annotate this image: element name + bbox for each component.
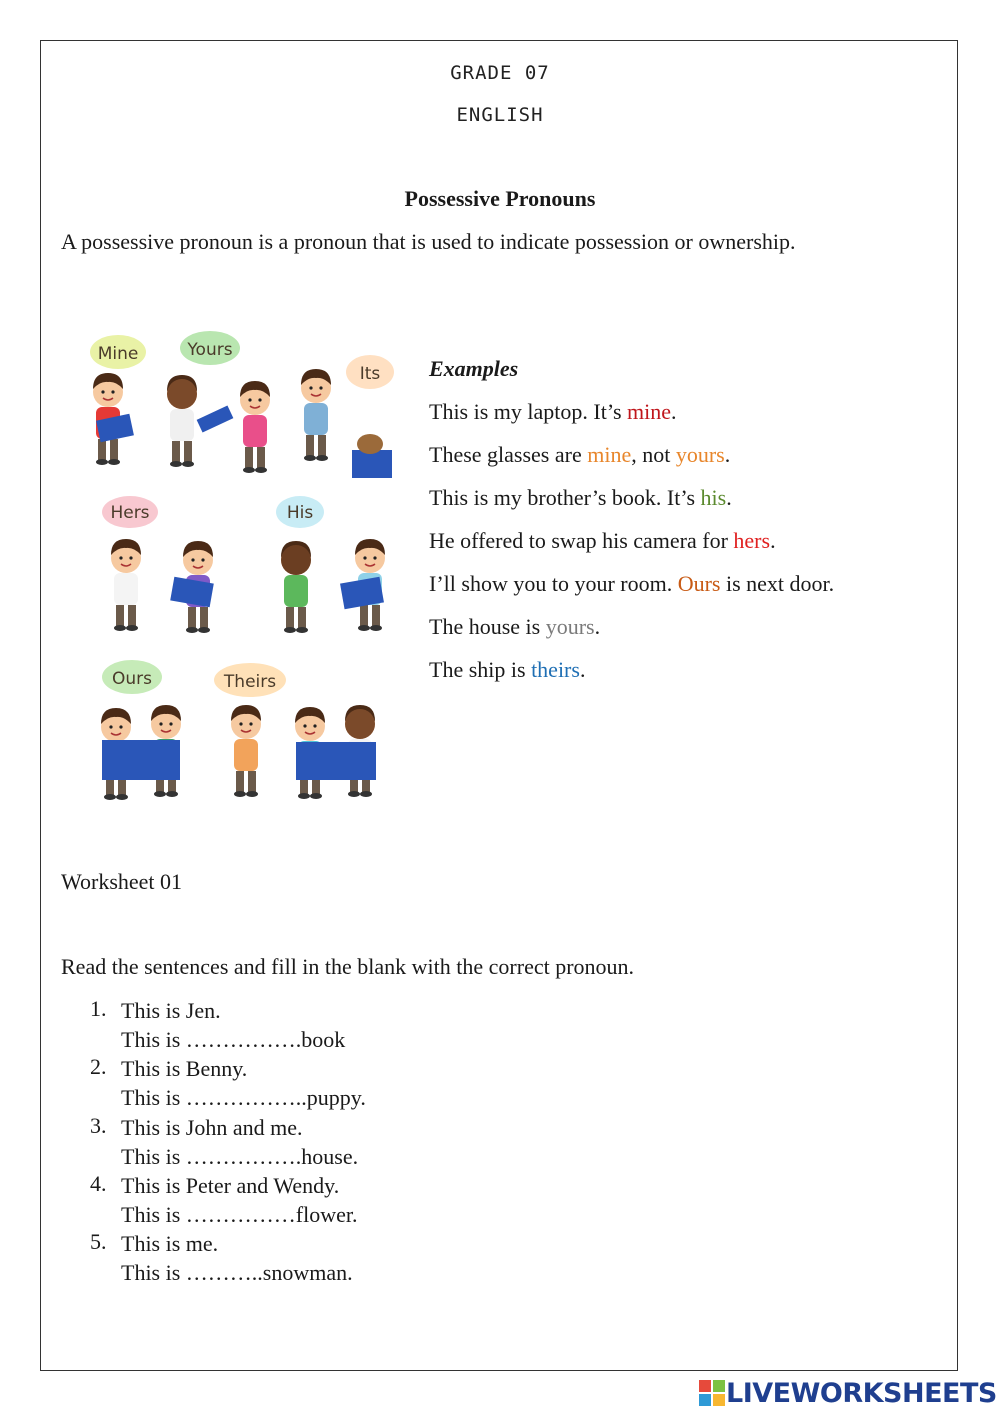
example-text: , not	[631, 442, 676, 467]
question-item	[90, 1113, 366, 1171]
example-text: The ship is	[429, 657, 532, 682]
possessive-pronoun: Ours	[677, 571, 721, 596]
example-line	[429, 528, 834, 571]
example-text: I’ll show you to your room.	[429, 571, 678, 596]
bubble-theirs	[214, 663, 286, 697]
bubble-ours	[102, 660, 162, 694]
example-text: .	[594, 614, 601, 639]
example-text: .	[724, 442, 731, 467]
fill-in-blank-sentence[interactable]: This is …………….book	[121, 1027, 346, 1052]
question-sentence: This is John and me.	[121, 1114, 303, 1140]
label-hers: Hers	[110, 503, 150, 523]
logo-text: LIVEWORKSHEETS	[726, 1377, 997, 1409]
question-sentence: This is Benny.	[121, 1056, 248, 1082]
worksheet-instruction: Read the sentences and fill in the blank with the correct pronoun.	[61, 954, 635, 979]
question-item	[90, 1054, 366, 1112]
pronoun-illustration	[70, 322, 415, 827]
possessive-pronoun: theirs	[531, 657, 580, 682]
example-line	[429, 485, 834, 528]
bubble-hers	[102, 496, 158, 528]
grade-heading: GRADE 07	[450, 62, 550, 84]
liveworksheets-logo-icon	[698, 1379, 726, 1407]
example-line	[429, 657, 834, 700]
example-text: This is my brother’s book. It’s	[429, 485, 701, 510]
fill-in-blank-sentence[interactable]: This is ……………flower.	[121, 1201, 358, 1227]
page-title: Possessive Pronouns	[404, 186, 596, 211]
example-text: This is my laptop. It’s	[429, 399, 627, 424]
example-text: .	[579, 657, 586, 682]
possessive-pronoun: yours	[545, 614, 595, 639]
example-text: The house is	[429, 614, 546, 639]
question-number: 3.	[90, 1112, 107, 1138]
example-line	[429, 399, 834, 442]
label-his: His	[286, 503, 314, 523]
label-its: Its	[359, 364, 381, 384]
example-text: .	[770, 528, 776, 553]
examples-section	[429, 356, 834, 700]
possessive-pronoun: mine	[587, 442, 632, 467]
example-text: .	[671, 399, 677, 424]
question-number: 2.	[90, 1054, 107, 1080]
possessive-pronoun: mine	[627, 399, 671, 424]
possessive-pronoun: yours	[675, 442, 725, 467]
label-mine: Mine	[97, 344, 139, 364]
example-text: These glasses are	[429, 442, 588, 467]
examples-title: Examples	[429, 356, 519, 381]
question-sentence: This is Jen.	[121, 998, 221, 1023]
example-text: is next door.	[720, 571, 835, 596]
question-sentence: This is Peter and Wendy.	[121, 1172, 340, 1198]
fill-in-blank-sentence[interactable]: This is ……………..puppy.	[121, 1085, 366, 1111]
question-number: 5.	[90, 1229, 107, 1255]
example-line	[429, 442, 834, 485]
example-text: .	[726, 485, 732, 510]
fill-in-blank-sentence[interactable]: This is ………..snowman.	[121, 1260, 353, 1286]
question-number: 4.	[90, 1170, 107, 1196]
question-item	[90, 1229, 366, 1287]
worksheet-title: Worksheet 01	[61, 869, 183, 894]
question-list	[90, 996, 366, 1287]
question-number: 1.	[90, 996, 107, 1021]
liveworksheets-logo	[698, 1377, 997, 1409]
intro-text: A possessive pronoun is a pronoun that is used to indicate possession or ownership.	[61, 229, 796, 254]
possessive-pronoun: his	[700, 485, 727, 510]
example-text: He offered to swap his camera for	[429, 528, 734, 553]
bubble-mine	[90, 335, 146, 369]
fill-in-blank-sentence[interactable]: This is …………….house.	[121, 1143, 359, 1169]
examples-list	[429, 399, 834, 700]
example-line	[429, 614, 834, 657]
subject-heading: ENGLISH	[456, 104, 544, 126]
question-item	[90, 996, 366, 1054]
example-line	[429, 571, 834, 614]
label-ours: Ours	[111, 669, 153, 689]
possessive-pronoun: hers	[733, 528, 771, 553]
question-item	[90, 1171, 366, 1229]
label-yours: Yours	[187, 340, 233, 360]
bubble-yours	[180, 331, 240, 365]
question-sentence: This is me.	[121, 1231, 219, 1257]
bubble-his	[276, 496, 324, 528]
bubble-its	[346, 355, 394, 389]
label-theirs: Theirs	[223, 672, 277, 692]
